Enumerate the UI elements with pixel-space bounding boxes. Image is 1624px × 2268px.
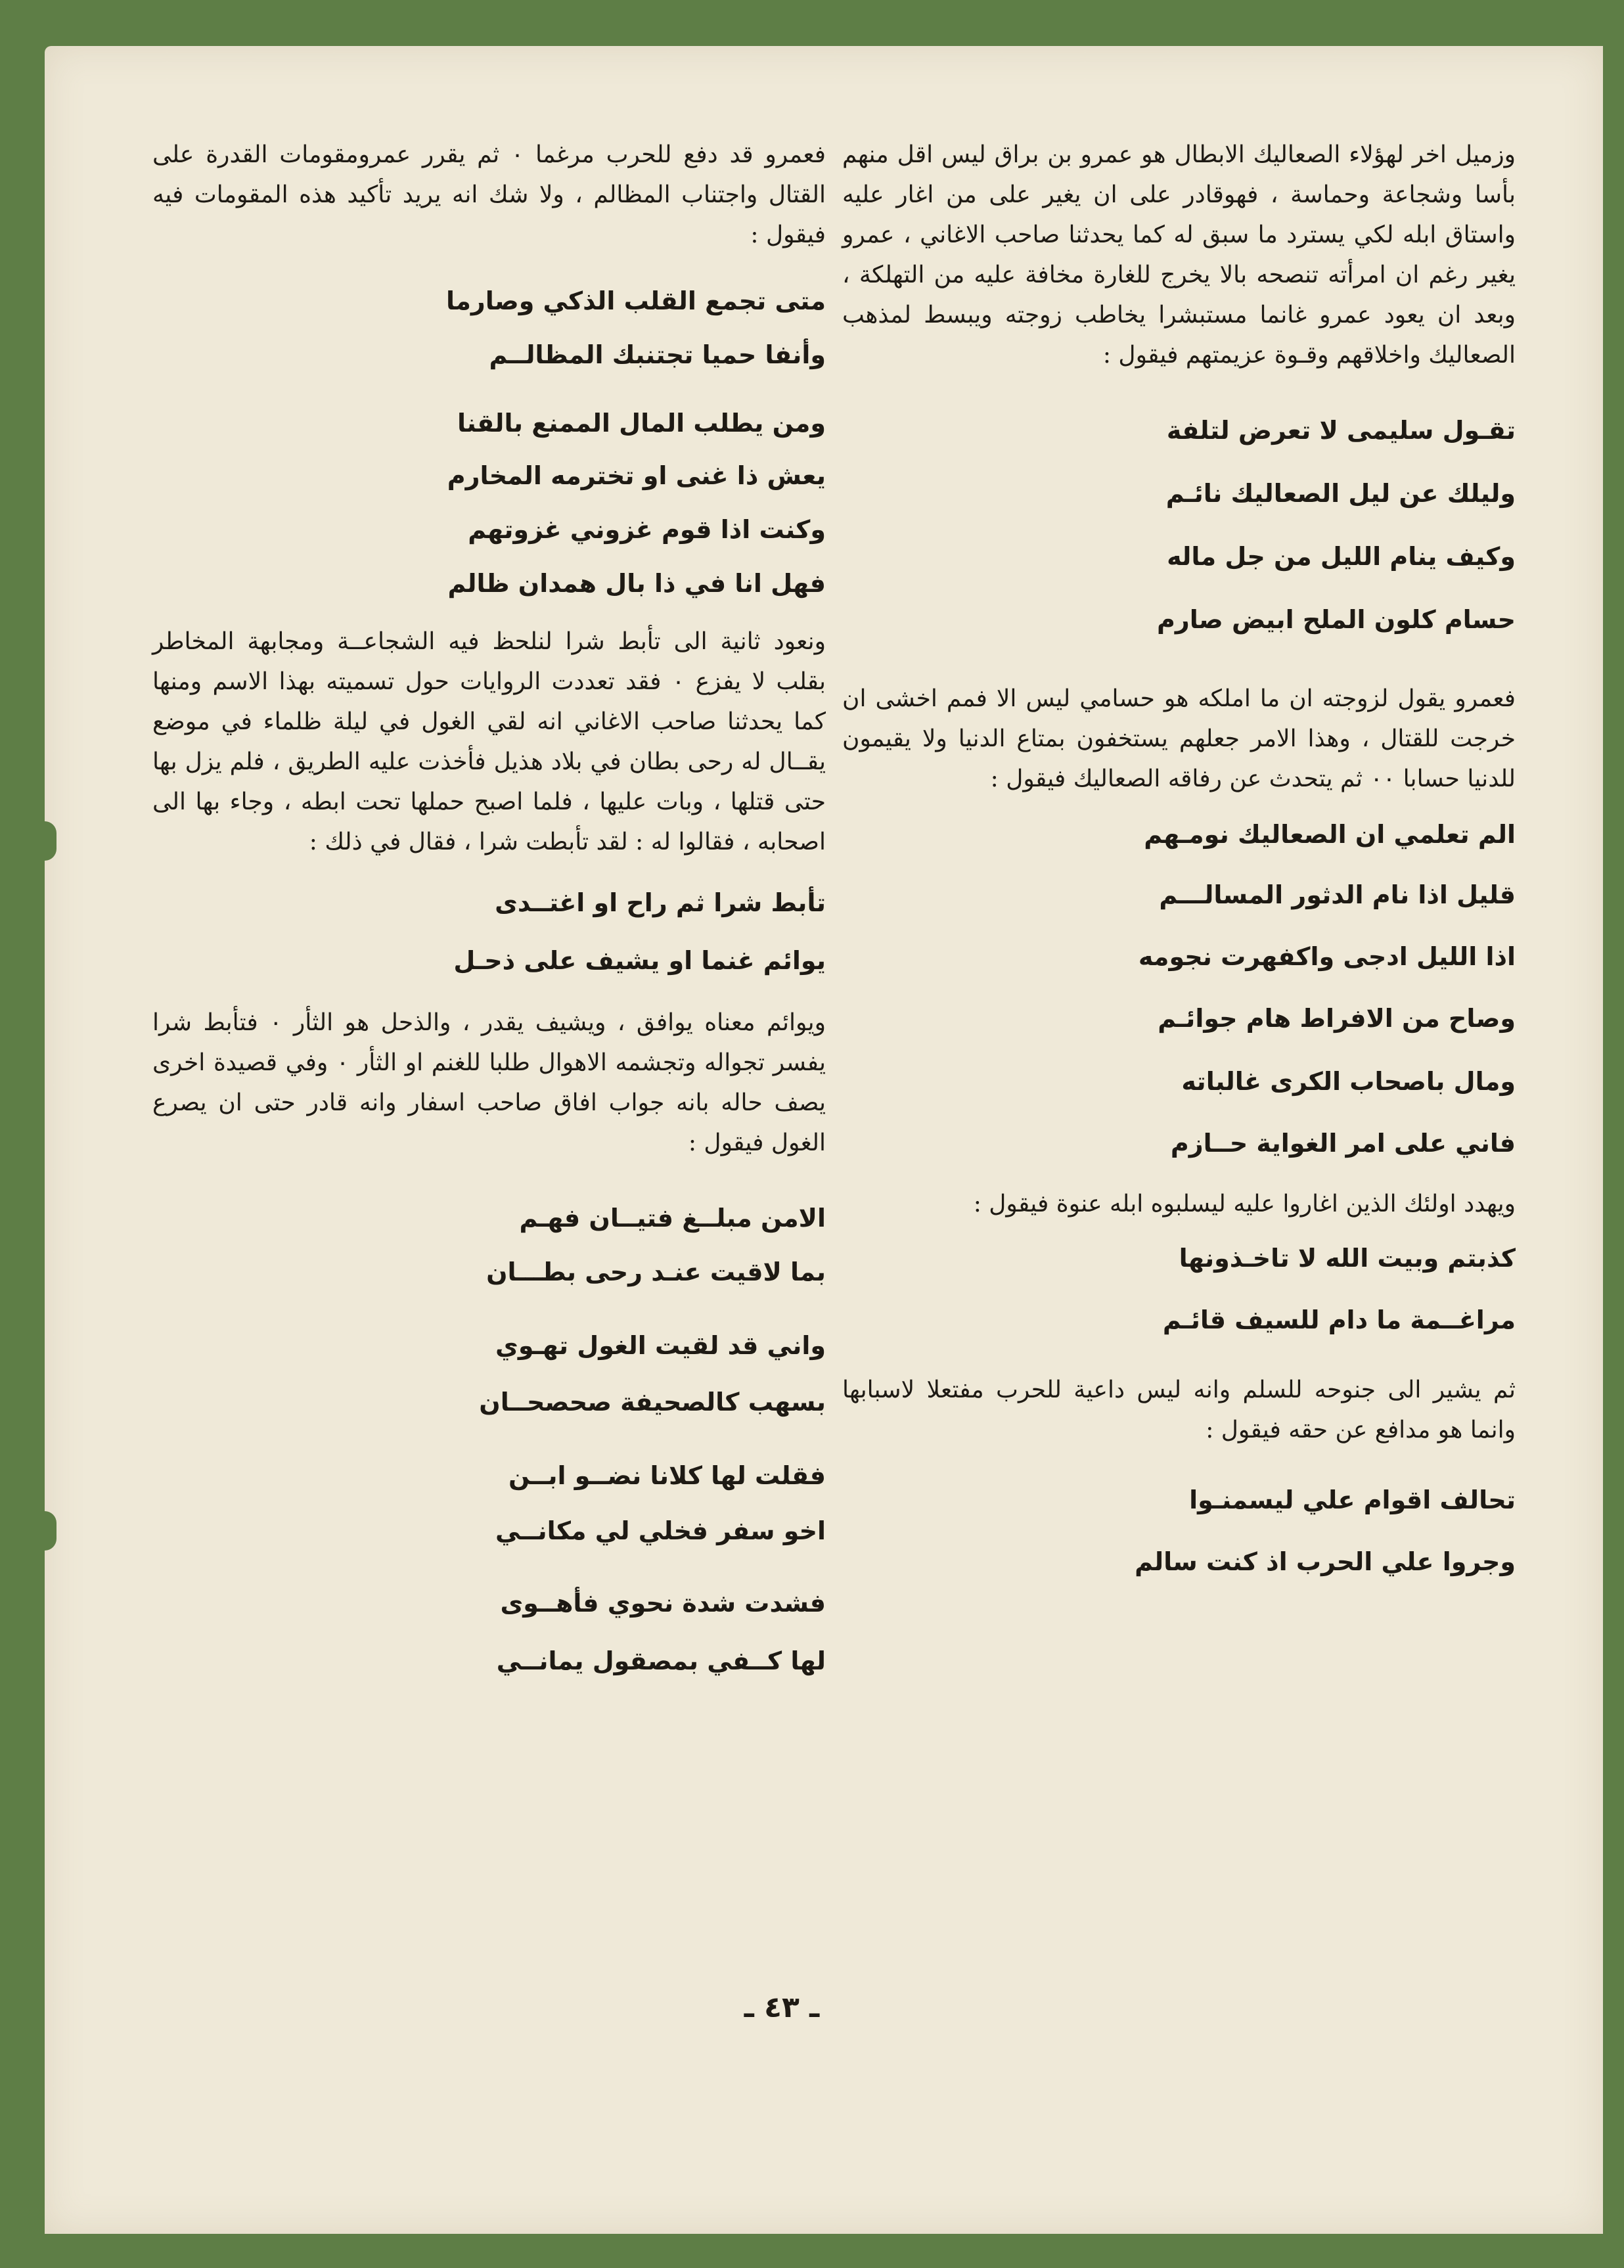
verse-line: مراغــمة ما دام للسيف قائـم bbox=[1162, 1305, 1516, 1334]
binding-hole bbox=[45, 821, 56, 861]
paragraph: فعمرو قد دفع للحرب مرغما ٠ ثم يقرر عمرومقومات القدرة على القتال واجتناب المظالم ، ولا شك انه يريد تأكيد هذه المقومات فيه فيقول : bbox=[152, 141, 826, 248]
verse-line: تقـول سليمى لا تعرض لتلفة bbox=[1166, 416, 1516, 445]
verse-line: وليلك عن ليل الصعاليك نائـم bbox=[1165, 479, 1516, 508]
verse-line: فاني على امر الغواية حــازم bbox=[1170, 1129, 1516, 1158]
verse-line: ومال باصحاب الكرى غالباته bbox=[1181, 1067, 1516, 1096]
paragraph: ونعود ثانية الى تأبط شرا لنلحظ فيه الشجاعــة ومجابهة المخاطر بقلب لا يفزع ٠ فقد تعددت الروايات حول تسميته بهذا الاسم ومنها كما يحدثنا صاحب الاغاني انه لقي الغول في ليلة ظلماء في موضع يقــال له رحى بطان في بلاد هذيل فأخذت عليه الطريق ، فلم يزل بها حتى قتلها ، وبات عليها ، فلما اصبح حملها تحت ابطه ، وجاء بها الى اصحابه ، فقالوا له : لقد تأبطت شرا ، فقال في ذلك : bbox=[152, 628, 826, 855]
paragraph: ويهدد اولئك الذين اغاروا عليه ليسلبوه ابله عنوة فيقول : bbox=[973, 1191, 1516, 1217]
verse-line: تأبط شرا ثم راح او اغتــدى bbox=[495, 888, 826, 917]
verse-line: ومن يطلب المال الممنع بالقنا bbox=[457, 409, 826, 438]
verse-line: يعش ذا غنى او تخترمه المخارم bbox=[447, 461, 826, 490]
verse-line: حسام كلون الملح ابيض صارم bbox=[1157, 605, 1516, 634]
verse-line: قليل اذا نام الدثور المسالـــم bbox=[1159, 880, 1516, 909]
paragraph: ثم يشير الى جنوحه للسلم وانه ليس داعية للحرب مفتعلا لاسبابها وانما هو مدافع عن حقه فيقول : bbox=[842, 1376, 1516, 1443]
verse-line: بما لاقيت عنـد رحى بطـــان bbox=[486, 1258, 826, 1286]
verse-line: لها كــفي بمصقول يمانــي bbox=[496, 1646, 826, 1675]
verse-line: تحالف اقوام علي ليسمنـوا bbox=[1189, 1486, 1516, 1514]
verse-line: متى تجمع القلب الذكي وصارما bbox=[446, 286, 826, 315]
paragraph: فعمرو يقول لزوجته ان ما املكه هو حسامي ليس الا فمم اخشى ان خرجت للقتال ، وهذا الامر جعلهم يستخفون بمتاع الدنيا ولا يقيمون للدنيا حسابا ٠٠ ثم يتحدث عن رفاقه الصعاليك فيقول : bbox=[842, 685, 1516, 792]
verse-line: فقلت لها كلانا نضــو ابــن bbox=[508, 1461, 826, 1490]
verse-line: بسهب كالصحيفة صحصحــان bbox=[479, 1388, 826, 1417]
verse-line: وكيف ينام الليل من جل ماله bbox=[1167, 542, 1516, 571]
verse-line: كذبتم وبيت الله لا تاخـذونها bbox=[1179, 1244, 1516, 1273]
verse-line: واني قد لقيت الغول تهـوي bbox=[495, 1331, 826, 1360]
verse-line: وصاح من الافراط هام جوائـم bbox=[1158, 1004, 1516, 1033]
verse-line: اخو سفر فخلي لي مكانــي bbox=[495, 1516, 826, 1545]
verse-line: الامن مبلــغ فتيــان فهـم bbox=[519, 1204, 826, 1233]
right-column bbox=[842, 135, 1516, 1579]
binding-hole bbox=[45, 1511, 56, 1551]
verse-line: وجروا علي الحرب اذ كنت سالم bbox=[1135, 1547, 1516, 1576]
verse-line: اذا الليل ادجى واكفهرت نجومه bbox=[1138, 942, 1516, 971]
paragraph: ويوائم معناه يوافق ، ويشيف يقدر ، والذحل هو الثأر ٠ فتأبط شرا يفسر تجواله وتجشمه الاهوال طلبا للغنم او الثأر ٠ وفي قصيدة اخرى يصف حاله بانه جواب افاق صاحب اسفار وانه قادر حتى ان يصرع الغول فيقول : bbox=[152, 1009, 826, 1156]
verse-line: يوائم غنما او يشيف على ذحـل bbox=[453, 946, 826, 975]
left-column bbox=[152, 135, 826, 1678]
verse-line: فهل انا في ذا بال همدان ظالم bbox=[447, 569, 826, 598]
verse-line: الم تعلمي ان الصعاليك نومـهم bbox=[1144, 820, 1516, 849]
paragraph: وزميل اخر لهؤلاء الصعاليك الابطال هو عمرو بن براق ليس اقل منهم بأسا وشجاعة وحماسة ، فهوقادر على ان يغير على من اغار عليه واستاق ابله لكي يسترد ما سبق له كما يحدثنا صاحب الاغاني ، عمرو يغير رغم ان امرأته تنصحه بالا يخرج للغارة مخافة عليه من التهلكة ، وبعد ان يعود عمرو غانما مستبشرا يخاطب زوجته ويبسط لمذهب الصعاليك واخلاقهم وقـوة عزيمتهم فيقول : bbox=[842, 141, 1516, 369]
page-number: ـ ٤٣ ـ bbox=[744, 1991, 820, 2024]
verse-line: فشدت شدة نحوي فأهــوى bbox=[500, 1589, 826, 1618]
verse-line: وأنفا حميا تجتنبك المظالــم bbox=[489, 340, 826, 369]
verse-line: وكنت اذا قوم غزوني غزوتهم bbox=[468, 515, 826, 544]
